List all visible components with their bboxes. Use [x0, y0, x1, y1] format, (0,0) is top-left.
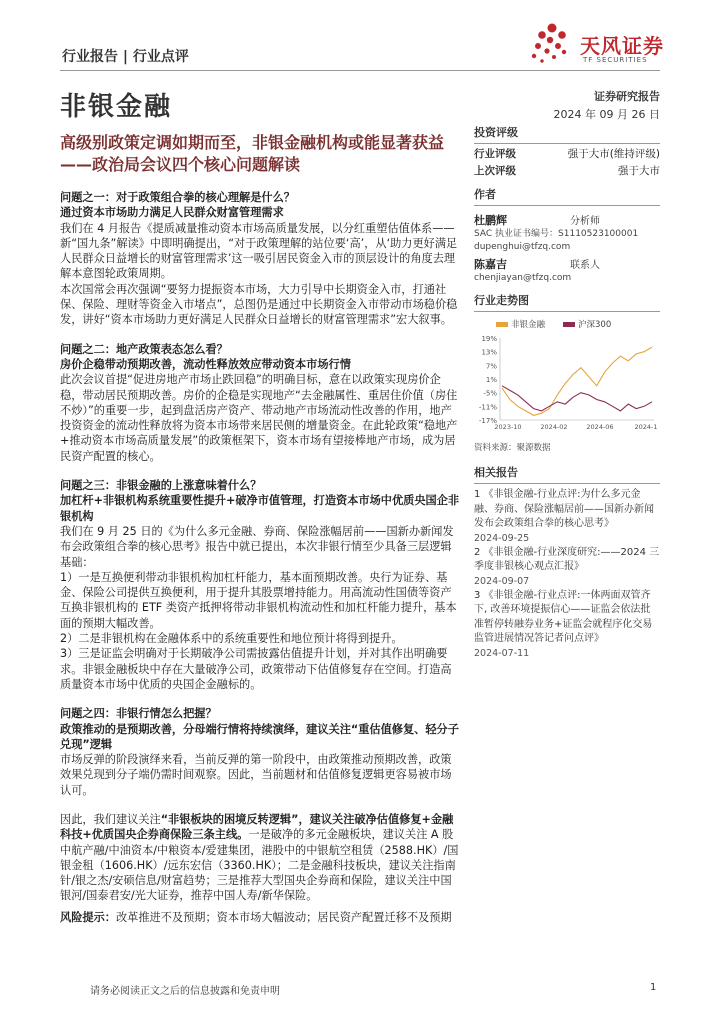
rating-key: 行业评级: [474, 148, 516, 160]
page-title: 非银金融: [60, 92, 173, 122]
section-subtitle: 政策推动的是预期改善，分母端行情将持续演绎，建议关注“重估值修复、轻分子兑现”逻辑: [60, 722, 459, 751]
legend-label: 非银金融: [511, 320, 546, 330]
authors-heading: 作者: [474, 188, 496, 201]
related-report-date: 2024-09-25: [474, 532, 530, 544]
section-subtitle: 通过资本市场助力满足人民群众财富管理需求: [60, 206, 284, 220]
paragraph: 我们在 4 月报告《提质减量推动资本市场高质量发展，以分红重塑估值体系——新“国九条”解读》中即明确提出，“对于政策理解的站位要‘高’，从‘助力更好满足人民群众日益增长的财富管理需求’这一吸引居民资金入市的顶层设计的角度去理解本意图轮政策周期。: [60, 221, 458, 281]
paragraph: 3）三是证监会明确对于长期破净公司需披露估值提升计划，并对其作出明确要求。非银金融板块中存在大量破净公司，政策带动下估值修复存在空间。打造高质量资本市场中优质的央国企金融标的。: [60, 647, 452, 691]
rating-value: 强于大市: [618, 165, 660, 177]
related-report-link[interactable]: 3 《非银金融-行业点评:一体两面双管齐下, 改善环境提振信心——证监会依法批准暂停转融券业务+证监会就程序化交易监管进展情况答记者问点评》: [474, 589, 653, 644]
x-tick-label: 2024-06: [586, 423, 614, 431]
conclusion-rest: 一是破净的多元金融板块，建议关注 A 股中航产融/中油资本/中粮资本/爱建集团，港股中的中银航空租赁（2588.HK）/国银金租（1606.HK）/远东宏信（3360.HK）；二是金融科技板块，建议关注指南针/银之杰/安硕信息/财富趋势；三是推荐大型国央企券商和保险，建议关注中国银河/国泰君安/光大证券，推荐中国人寿/新华保险。: [60, 828, 459, 903]
logo-subtext: TF SECURITIES: [583, 56, 648, 64]
x-tick-label: 2023-10: [494, 423, 522, 431]
legend-item: [496, 318, 545, 330]
rating-heading: 投资评级: [474, 126, 518, 139]
author-email[interactable]: chenjiayan@tfzq.com: [474, 273, 572, 283]
related-report-link[interactable]: 2 《非银金融-行业深度研究:——2024 三季度非银核心观点汇报》: [474, 546, 660, 572]
related-report-link[interactable]: 1 《非银金融-行业点评:为什么多元金融、券商、保险涨幅居前——国新办新闻发布会政策组合拳的核心思考》: [474, 489, 654, 529]
page-number: 1: [650, 982, 657, 993]
main-content: [60, 190, 462, 925]
related-report-date: 2024-09-07: [474, 575, 530, 587]
author-cert: SAC 执业证书编号：S1110523100001: [474, 229, 639, 239]
y-tick-label: -5%: [483, 389, 497, 398]
author-email[interactable]: dupenghui@tfzq.com: [474, 242, 571, 252]
conclusion-lead: 因此，我们建议关注: [60, 812, 161, 826]
paragraph: 本次国常会再次强调“要努力提振资本市场，大力引导中长期资金入市，打通社保、保险、理财等资金入市堵点”，总图仍是通过中长期资金入市带动市场稳价稳发，讲好“资本市场助力更好满足人民群众日益增长的财富管理需求”宏大叙事。: [60, 282, 458, 327]
related-heading: 相关报告: [474, 466, 518, 479]
logo-text: 天风证券: [580, 34, 664, 58]
paragraph: 此次会议首提“促进房地产市场止跌回稳”的明确目标，意在以政策实现房价企稳，带动居民预期改善。房价的企稳是实现地产“去金融属性、重居住价值（房住不炒）”的重要一步，起到盘活房产资产、带动地产市场流动性改善的作用，地产投资资金的流动性释放将为资本市场带来居民侧的增量资金。在此轮政策“稳地产+推动资本市场高质量发展”的政策框架下，资本市场有望接棒地产市场，成为居民资产配置的核心。: [60, 373, 458, 463]
conclusion-paragraph: [60, 812, 462, 904]
header-divider: [60, 70, 660, 71]
series-line-index: [502, 386, 652, 411]
related-panel: [474, 464, 660, 661]
legend-label: 沪深300: [578, 320, 612, 330]
report-type: 证券研究报告: [594, 90, 660, 103]
paragraph: 市场反弹的阶段演绎来看，当前反弹的第一阶段中，由政策推动预期改善，政策效果兑现到分子端仍需时间观察。因此，当前题材和估值修复逻辑更容易被市场认可。: [60, 753, 452, 797]
y-tick-label: -11%: [478, 403, 497, 412]
y-tick-label: -17%: [478, 417, 497, 425]
tf-logo-icon: [520, 18, 580, 68]
x-tick-label: 2024-1: [634, 423, 658, 431]
chart-legend: [474, 318, 660, 330]
section-question: 问题之三：非银金融的上涨意味着什么？: [60, 479, 262, 493]
chart-source: 资料来源：聚源数据: [474, 443, 551, 453]
author-name: 杜鹏辉: [474, 214, 507, 227]
section-question: 问题之一：对于政策组合拳的核心理解是什么？: [60, 191, 295, 204]
author-role: 分析师: [570, 216, 600, 227]
x-tick-label: 2024-02: [540, 423, 568, 431]
section-subtitle: 房价企稳带动预期改善，流动性释放效应带动资本市场行情: [60, 357, 351, 371]
related-report-date: 2024-07-11: [474, 647, 530, 659]
author-name: 陈嘉吉: [474, 258, 507, 271]
y-tick-label: 7%: [485, 362, 497, 371]
conclusion-bold: “非银板块的困境反转逻辑”，建议关注破净估值修复+金融科技+优质国央企券商保险三条主线。: [60, 812, 454, 842]
author-role: 联系人: [570, 260, 600, 271]
section-question: 问题之二：地产政策表态怎么看？: [60, 342, 228, 356]
footer-disclaimer: 请务必阅读正文之后的信息披露和免责申明: [90, 986, 280, 997]
risk-label: 风险提示：: [60, 910, 116, 924]
y-tick-label: 19%: [481, 335, 497, 343]
paragraph: 我们在 9 月 25 日的《为什么多元金融、券商、保险涨幅居前——国新办新闻发布会政策组合拳的核心思考》报告中就已提出，本次非银行情至少具备三层逻辑基础：: [60, 524, 454, 569]
legend-item: [563, 318, 611, 330]
rating-key: 上次评级: [474, 165, 516, 177]
risk-text: 改革推进不及预期；资本市场大幅波动；居民资产配置迁移不及预期: [115, 910, 452, 924]
authors-panel: [474, 186, 660, 285]
rating-value: 强于大市(维持评级): [567, 148, 660, 160]
rating-row: [474, 163, 660, 180]
section-question: 问题之四：非银行情怎么把握？: [60, 707, 217, 721]
trend-heading: 行业走势图: [474, 294, 529, 307]
headline: 高级别政策定调如期而至，非银金融机构或能显著获益——政治局会议四个核心问题解读: [60, 133, 445, 174]
risk-paragraph: [60, 910, 462, 925]
trend-chart: [474, 332, 660, 436]
paragraph: 1）一是互换便利带动非银机构加杠杆能力，基本面预期改善。央行为证券、基金、保险公司提供互换便利，用于提升其股票增持能力。用高流动性国债等资产互换非银机构的 ETF 类资产抵押将带动非银机构流动性和加杠杆能力提升，基本面的预期大幅改善。: [60, 570, 457, 630]
report-category: 行业报告 | 行业点评: [62, 49, 189, 65]
report-date: 2024 年 09 月 26 日: [553, 108, 660, 121]
trend-panel: [474, 292, 660, 455]
section-subtitle: 加杠杆+非银机构系统重要性提升+破净市值管理，打造资本市场中优质央国企非银机构: [60, 494, 460, 523]
rating-panel: [474, 124, 660, 180]
rating-row: [474, 146, 660, 163]
y-tick-label: 1%: [485, 376, 497, 384]
paragraph: 2）二是非银机构在金融体系中的系统重要性和地位预计将得到提升。: [60, 632, 403, 646]
y-tick-label: 13%: [481, 348, 497, 357]
